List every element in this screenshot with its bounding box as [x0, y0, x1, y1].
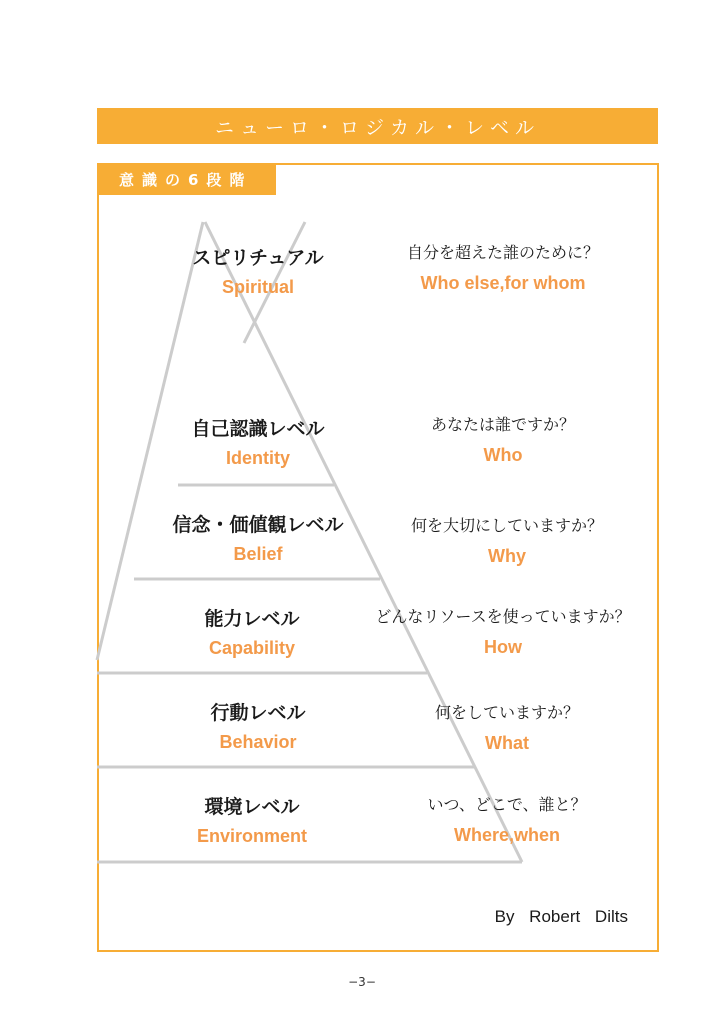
question-environment — [427, 792, 586, 846]
page-title: ニューロ・ロジカル・レベル — [214, 116, 540, 139]
question-en: Who — [483, 445, 523, 465]
section-tab-label: 意識の6段階 — [119, 170, 253, 189]
level-spiritual — [192, 243, 323, 298]
level-name-jp: スピリチュアル — [192, 247, 324, 269]
question-jp: 何を大切にしていますか？ — [410, 516, 604, 535]
level-name-jp: 自己認識レベル — [191, 418, 325, 440]
author-credit: By Robert Dilts — [494, 907, 628, 926]
level-name-en: Capability — [208, 638, 296, 658]
level-belief — [172, 510, 343, 565]
level-name-en: Environment — [196, 826, 308, 846]
level-name-jp: 信念・価値観レベル — [172, 514, 344, 536]
level-capability — [204, 604, 299, 659]
question-capability — [375, 604, 630, 658]
question-en: Why — [487, 546, 526, 566]
question-identity — [431, 412, 575, 466]
page-number: −3− — [348, 975, 376, 989]
level-name-jp: 環境レベル — [204, 796, 300, 818]
question-en: Where,when — [453, 825, 561, 845]
level-identity — [191, 414, 324, 469]
question-en: How — [483, 637, 522, 657]
level-name-en: Belief — [233, 544, 283, 564]
question-belief — [411, 513, 603, 567]
question-behavior — [435, 700, 579, 754]
question-jp: 自分を超えた誰のために？ — [406, 243, 600, 262]
question-jp: どんなリソースを使っていますか？ — [375, 607, 631, 626]
level-environment — [197, 792, 307, 847]
pyramid-left-edge — [97, 222, 203, 660]
level-behavior — [210, 698, 305, 753]
question-en: What — [484, 733, 529, 753]
level-name-jp: 行動レベル — [210, 702, 306, 724]
question-jp: 何をしていますか？ — [434, 703, 580, 722]
level-name-en: Behavior — [219, 732, 297, 752]
question-jp: あなたは誰ですか？ — [430, 415, 576, 434]
level-name-en: Identity — [225, 448, 291, 468]
level-name-en: Spiritual — [221, 277, 295, 297]
question-jp: いつ、どこで、誰と？ — [427, 795, 587, 814]
level-name-jp: 能力レベル — [204, 608, 300, 630]
question-en: Who else,for whom — [420, 273, 586, 293]
question-spiritual — [407, 240, 599, 294]
